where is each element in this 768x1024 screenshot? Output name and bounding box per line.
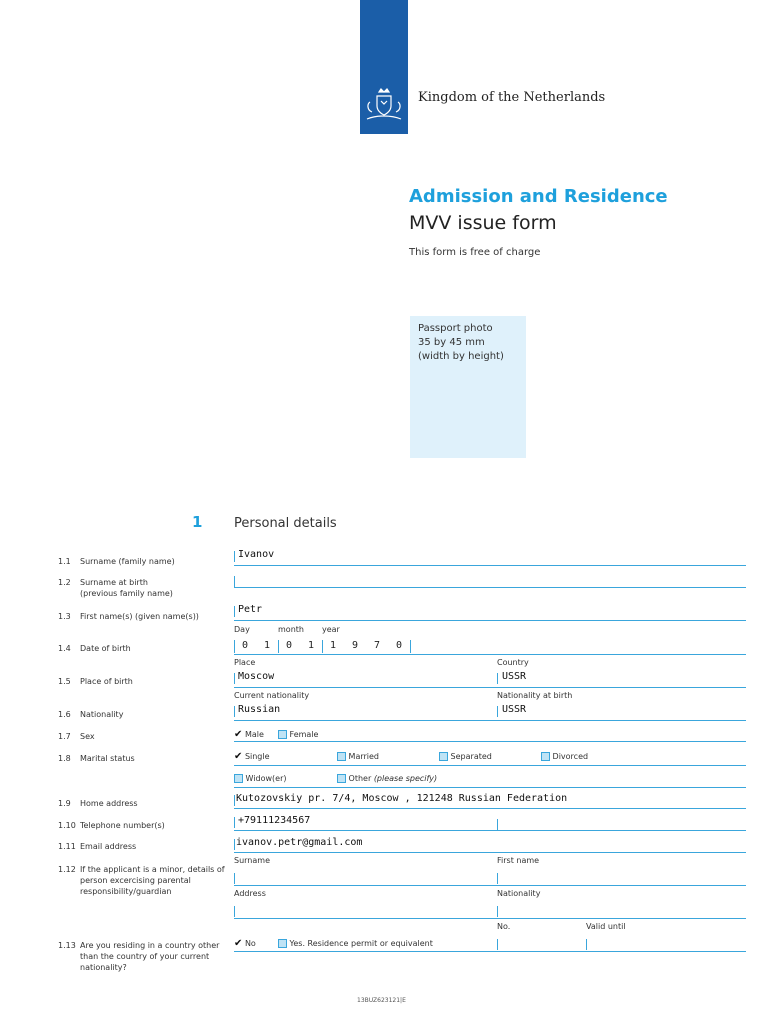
field-rule [234,808,746,809]
field-tick [234,839,235,850]
question-number: 1.6 [58,710,71,719]
question-number: 1.10 [58,821,76,830]
question-number: 1.8 [58,754,71,763]
form-code: 13BUZ623121|E [357,997,406,1004]
option-label: Single [244,752,270,761]
option-hint: (please specify) [373,774,438,783]
question-number: 1.2 [58,578,71,587]
date-of-birth-field[interactable] [234,640,410,653]
question-label: Place of birth [80,677,133,686]
field-tick [234,906,235,917]
year-label: year [322,625,340,634]
field-tick [234,795,235,806]
field-rule [234,565,746,566]
guardian-firstname-label: First name [497,856,540,865]
field-tick [497,939,498,950]
checkbox-icon [278,939,287,948]
passport-photo-box[interactable] [410,316,526,458]
field-tick [497,906,498,917]
dob-digit: 1 [263,640,271,651]
field-tick [497,873,498,884]
permit-valid-until-field[interactable] [588,936,744,950]
field-rule [234,830,746,831]
country-of-birth-field[interactable]: USSR [502,671,527,682]
field-rule [234,720,746,721]
current-nationality-field[interactable]: Russian [238,704,281,715]
field-rule [234,765,746,766]
email-field[interactable]: ivanov.petr@gmail.com [236,837,363,848]
marital-separated-option[interactable] [439,752,492,761]
question-number: 1.13 [58,941,76,950]
marital-single-option[interactable] [234,751,270,762]
checked-checkbox-icon: ✔ [234,938,243,949]
question-number: 1.7 [58,732,71,741]
residing-yes-option[interactable] [278,939,433,948]
first-name-field[interactable]: Petr [238,604,263,615]
question-number: 1.9 [58,799,71,808]
question-number: 1.3 [58,612,71,621]
checkbox-icon [337,774,346,783]
question-number: 1.11 [58,842,76,851]
field-rule [234,687,746,688]
option-label: Other [348,774,372,783]
marital-divorced-option[interactable] [541,752,588,761]
current-nationality-label: Current nationality [234,691,310,700]
guardian-address-field[interactable] [236,903,491,917]
option-label: Widow(er) [245,774,287,783]
nationality-at-birth-field[interactable]: USSR [502,704,527,715]
dob-digit: 9 [351,640,359,651]
question-number: 1.5 [58,677,71,686]
checked-checkbox-icon: ✔ [234,751,243,762]
field-tick [234,706,235,717]
marital-widow-option[interactable] [234,774,286,783]
field-tick [497,673,498,684]
guardian-firstname-field[interactable] [499,870,744,884]
country-label: Country [497,658,529,667]
surname-at-birth-field[interactable] [238,574,738,586]
dob-digit: 7 [373,640,381,651]
question-label: Home address [80,799,138,808]
question-label: Email address [80,842,137,851]
sex-female-option[interactable] [278,730,318,739]
checkbox-icon [541,752,550,761]
form-subtitle: MVV issue form [409,212,557,234]
dob-digit: 1 [307,640,315,651]
permit-valid-until-label: Valid until [586,922,626,931]
field-tick [497,819,498,830]
residing-no-option[interactable] [234,938,256,949]
field-rule [234,787,746,788]
photo-instructions: Passport photo 35 by 45 mm (width by height) [418,323,504,362]
question-label: Sex [80,732,95,741]
telephone-field[interactable]: +79111234567 [238,815,311,826]
field-tick [234,673,235,684]
free-note: This form is free of charge [409,247,541,258]
question-label: Surname (family name) [80,557,175,566]
guardian-surname-label: Surname [234,856,270,865]
question-number: 1.4 [58,644,71,653]
question-label: First name(s) (given name(s)) [80,612,199,621]
permit-number-label: No. [497,922,511,931]
checked-checkbox-icon: ✔ [234,729,243,740]
question-label: Telephone number(s) [80,821,165,830]
guardian-surname-field[interactable] [236,870,491,884]
field-rule [234,885,746,886]
place-label: Place [234,658,256,667]
checkbox-icon [278,730,287,739]
surname-field[interactable]: Ivanov [238,549,275,560]
field-tick [234,551,235,562]
field-tick [234,817,235,828]
checkbox-icon [337,752,346,761]
guardian-nationality-field[interactable] [499,903,744,917]
question-number: 1.12 [58,865,76,874]
option-label: Yes. Residence permit or equivalent [289,939,433,948]
question-label: Nationality [80,710,124,719]
dob-digit: 0 [241,640,249,651]
month-label: month [278,625,304,634]
dob-digit: 1 [329,640,337,651]
question-label: Are you residing in a country other than the country of your current nationality? [80,941,220,972]
option-label: Divorced [552,752,589,761]
form-title: Admission and Residence [409,186,668,207]
option-label: Male [244,730,264,739]
permit-number-field[interactable] [499,936,583,950]
question-label: Marital status [80,754,135,763]
field-rule [234,654,746,655]
question-number: 1.1 [58,557,71,566]
field-tick [234,576,235,587]
dob-digit: 0 [395,640,403,651]
kingdom-name: Kingdom of the Netherlands [418,90,606,105]
nationality-at-birth-label: Nationality at birth [497,691,573,700]
marital-other-option[interactable] [337,774,437,783]
guardian-nationality-label: Nationality [497,889,541,898]
place-of-birth-field[interactable]: Moscow [238,671,275,682]
field-rule [234,951,746,952]
field-rule [234,918,746,919]
marital-married-option[interactable] [337,752,379,761]
option-label: Separated [450,752,492,761]
guardian-address-label: Address [234,889,266,898]
royal-crest-icon [362,86,406,126]
field-tick [497,706,498,717]
option-label: Female [289,730,319,739]
checkbox-icon [439,752,448,761]
section-number: 1 [192,513,203,531]
day-label: Day [234,625,250,634]
question-label: If the applicant is a minor, details of person excercising parental responsibility/guardian [80,865,225,896]
field-tick [410,640,411,653]
field-tick [234,606,235,617]
field-rule [234,620,746,621]
field-rule [234,852,746,853]
sex-male-option[interactable] [234,729,264,740]
field-rule [234,587,746,588]
question-label: Surname at birth (previous family name) [80,578,173,598]
option-label: No [244,939,256,948]
question-label: Date of birth [80,644,131,653]
option-label: Married [348,752,380,761]
field-rule [234,741,746,742]
dob-digit: 0 [285,640,293,651]
home-address-field[interactable]: Kutozovskiy pr. 7/4, Moscow , 121248 Russian Federation [236,793,568,804]
checkbox-icon [234,774,243,783]
section-title: Personal details [234,516,337,531]
field-tick [586,939,587,950]
field-tick [234,873,235,884]
